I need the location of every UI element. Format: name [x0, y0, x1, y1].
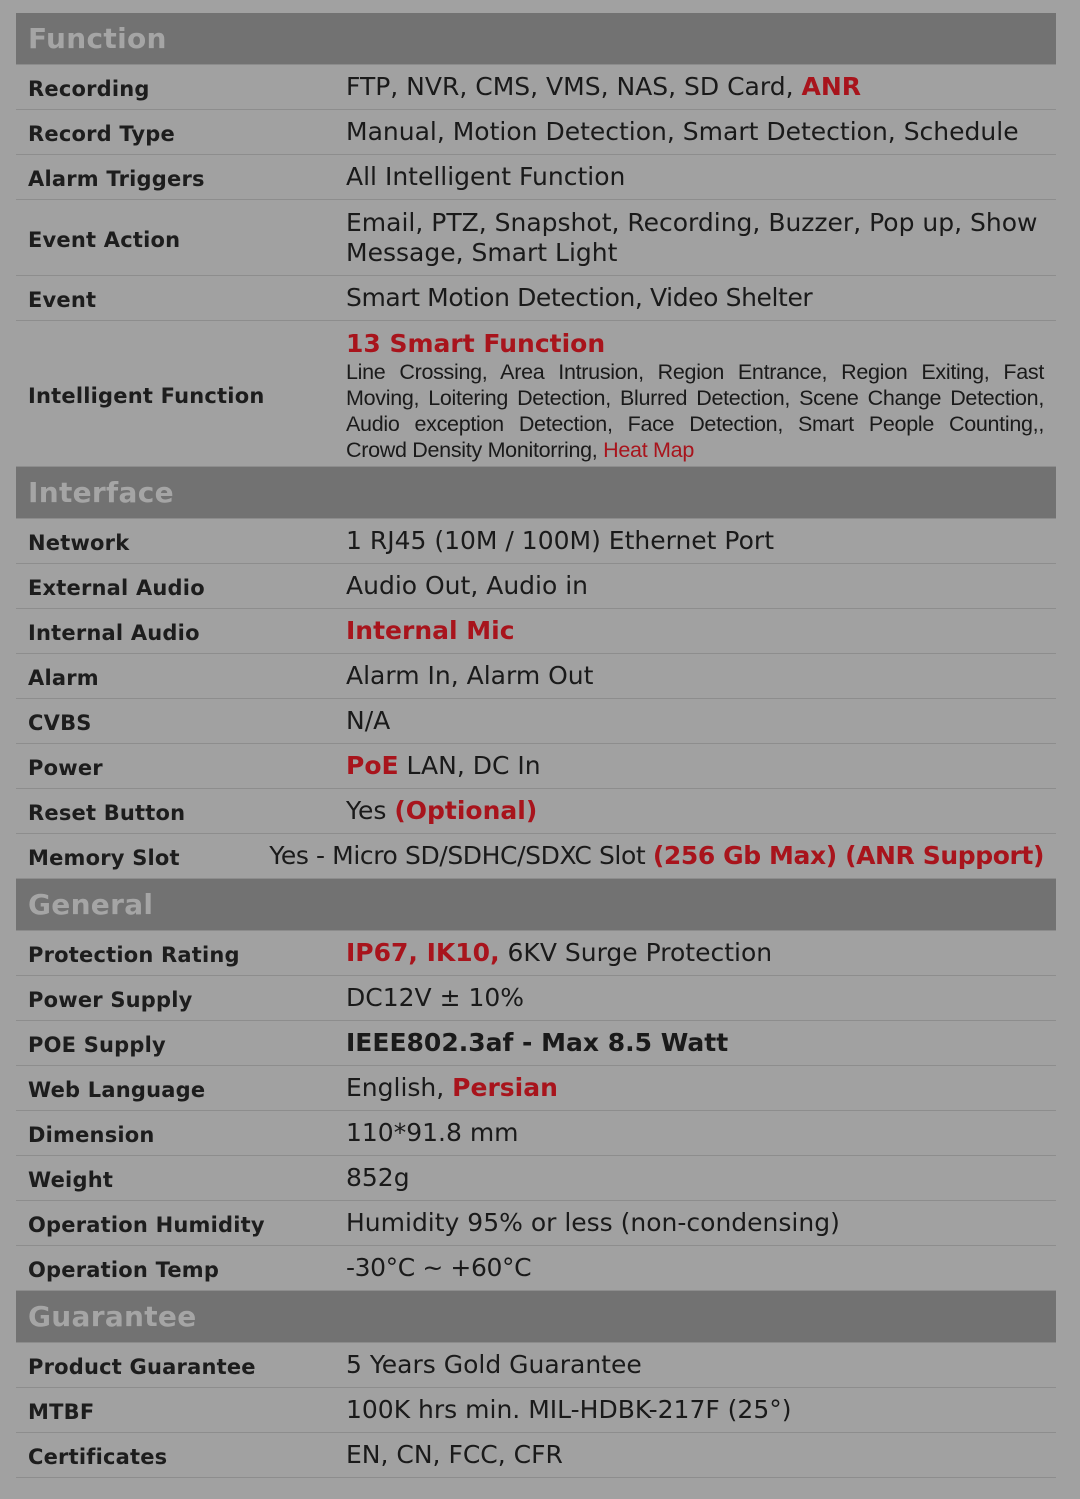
- spec-value: 100K hrs min. MIL-HDBK-217F (25°): [346, 1395, 792, 1424]
- spec-row-operation-temp: [16, 1246, 1056, 1291]
- spec-value: N/A: [346, 706, 391, 735]
- spec-row-weight: [16, 1156, 1056, 1201]
- spec-label: Network: [28, 531, 130, 555]
- spec-label: POE Supply: [28, 1033, 166, 1057]
- highlight-text: IP67, IK10,: [346, 938, 500, 967]
- spec-value: IEEE802.3af - Max 8.5 Watt: [346, 1028, 729, 1057]
- spec-row-certificates: [16, 1433, 1056, 1478]
- spec-value: EN, CN, FCC, CFR: [346, 1440, 563, 1469]
- spec-row-memory-slot: [16, 834, 1056, 879]
- spec-value: All Intelligent Function: [346, 162, 626, 191]
- spec-label: Record Type: [28, 122, 175, 146]
- spec-label: Event: [28, 288, 97, 312]
- spec-value: Yes - Micro SD/SDHC/SDXC Slot (256 Gb Max) (ANR Support): [269, 841, 1044, 870]
- spec-label: Alarm: [28, 666, 99, 690]
- spec-label: Memory Slot: [28, 846, 180, 870]
- spec-value: Humidity 95% or less (non-condensing): [346, 1208, 840, 1237]
- highlight-text: (Optional): [394, 796, 538, 825]
- spec-row-mtbf: [16, 1388, 1056, 1433]
- spec-value: DC12V ± 10%: [346, 983, 525, 1012]
- spec-row-alarm-triggers: [16, 155, 1056, 200]
- spec-value: -30°C ~ +60°C: [346, 1253, 532, 1282]
- spec-label: Alarm Triggers: [28, 167, 205, 191]
- spec-value: FTP, NVR, CMS, VMS, NAS, SD Card, ANR: [346, 72, 862, 101]
- spec-row-internal-audio: [16, 609, 1056, 654]
- spec-label: Event Action: [28, 227, 181, 252]
- spec-value: 1 RJ45 (10M / 100M) Ethernet Port: [346, 526, 774, 555]
- spec-row-event-action: [16, 200, 1056, 276]
- spec-value: 852g: [346, 1163, 410, 1192]
- spec-label: Power Supply: [28, 988, 193, 1012]
- spec-value: 5 Years Gold Guarantee: [346, 1350, 642, 1379]
- spec-label: Weight: [28, 1168, 114, 1192]
- section-header-guarantee: Guarantee: [16, 1291, 1056, 1343]
- spec-row-dimension: [16, 1111, 1056, 1156]
- spec-label: Internal Audio: [28, 621, 200, 645]
- spec-row-protection-rating: [16, 931, 1056, 976]
- spec-label: MTBF: [28, 1400, 95, 1424]
- spec-value: IP67, IK10, 6KV Surge Protection: [346, 938, 773, 967]
- highlight-text: (256 Gb Max) (ANR Support): [652, 841, 1044, 870]
- spec-row-event: [16, 276, 1056, 321]
- spec-label: Product Guarantee: [28, 1355, 256, 1379]
- spec-label: Certificates: [28, 1445, 168, 1469]
- spec-label: Web Language: [28, 1078, 206, 1102]
- spec-row-web-language: [16, 1066, 1056, 1111]
- spec-label: Operation Temp: [28, 1258, 220, 1282]
- spec-value: Email, PTZ, Snapshot, Recording, Buzzer, Pop up, Show Message, Smart Light: [346, 207, 1038, 267]
- smart-function-list: Line Crossing, Area Intrusion, Region Entrance, Region Exiting, Fast Moving, Loitering Detection, Blurred Detection, Scene Change Detection, Audio exception Detection, Face Detection, Smart People Counting,, Crowd Density Monitorring, Heat Map: [346, 359, 1044, 462]
- smart-function-heading: 13 Smart Function: [346, 328, 606, 358]
- highlight-text: Internal Mic: [346, 616, 515, 645]
- spec-row-reset-button: [16, 789, 1056, 834]
- spec-row-cvbs: [16, 699, 1056, 744]
- spec-value: Alarm In, Alarm Out: [346, 661, 594, 690]
- spec-row-record-type: [16, 110, 1056, 155]
- spec-sheet: [16, 13, 1056, 1478]
- spec-label: Power: [28, 756, 103, 780]
- spec-label: Dimension: [28, 1123, 155, 1147]
- spec-row-network: [16, 519, 1056, 564]
- spec-label: Reset Button: [28, 801, 186, 825]
- spec-row-intelligent-function: [16, 321, 1056, 467]
- spec-row-operation-humidity: [16, 1201, 1056, 1246]
- spec-value: Yes (Optional): [346, 796, 538, 825]
- spec-value: PoE LAN, DC In: [346, 751, 541, 780]
- spec-label: Operation Humidity: [28, 1213, 265, 1237]
- highlight-text: ANR: [801, 72, 862, 101]
- highlight-text: Heat Map: [603, 437, 694, 462]
- spec-label: Recording: [28, 77, 150, 101]
- spec-value: Audio Out, Audio in: [346, 571, 589, 600]
- spec-label: External Audio: [28, 576, 205, 600]
- spec-row-poe-supply: [16, 1021, 1056, 1066]
- highlight-text: PoE: [346, 751, 399, 780]
- spec-value: [334, 616, 1056, 646]
- spec-value: 110*91.8 mm: [346, 1118, 519, 1147]
- spec-row-recording: [16, 65, 1056, 110]
- section-header-general: General: [16, 879, 1056, 931]
- spec-label: CVBS: [28, 711, 92, 735]
- spec-value: [334, 325, 1056, 463]
- spec-label: Intelligent Function: [28, 383, 265, 408]
- spec-row-alarm: [16, 654, 1056, 699]
- highlight-text: Persian: [452, 1073, 558, 1102]
- spec-value: English, Persian: [346, 1073, 558, 1102]
- spec-value: Smart Motion Detection, Video Shelter: [346, 283, 813, 312]
- spec-row-power-supply: [16, 976, 1056, 1021]
- section-header-interface: Interface: [16, 467, 1056, 519]
- section-header-function: Function: [16, 13, 1056, 65]
- spec-row-product-guarantee: [16, 1343, 1056, 1388]
- spec-value: Manual, Motion Detection, Smart Detection, Schedule: [346, 117, 1019, 146]
- spec-row-external-audio: [16, 564, 1056, 609]
- spec-label: Protection Rating: [28, 943, 240, 967]
- spec-row-power: [16, 744, 1056, 789]
